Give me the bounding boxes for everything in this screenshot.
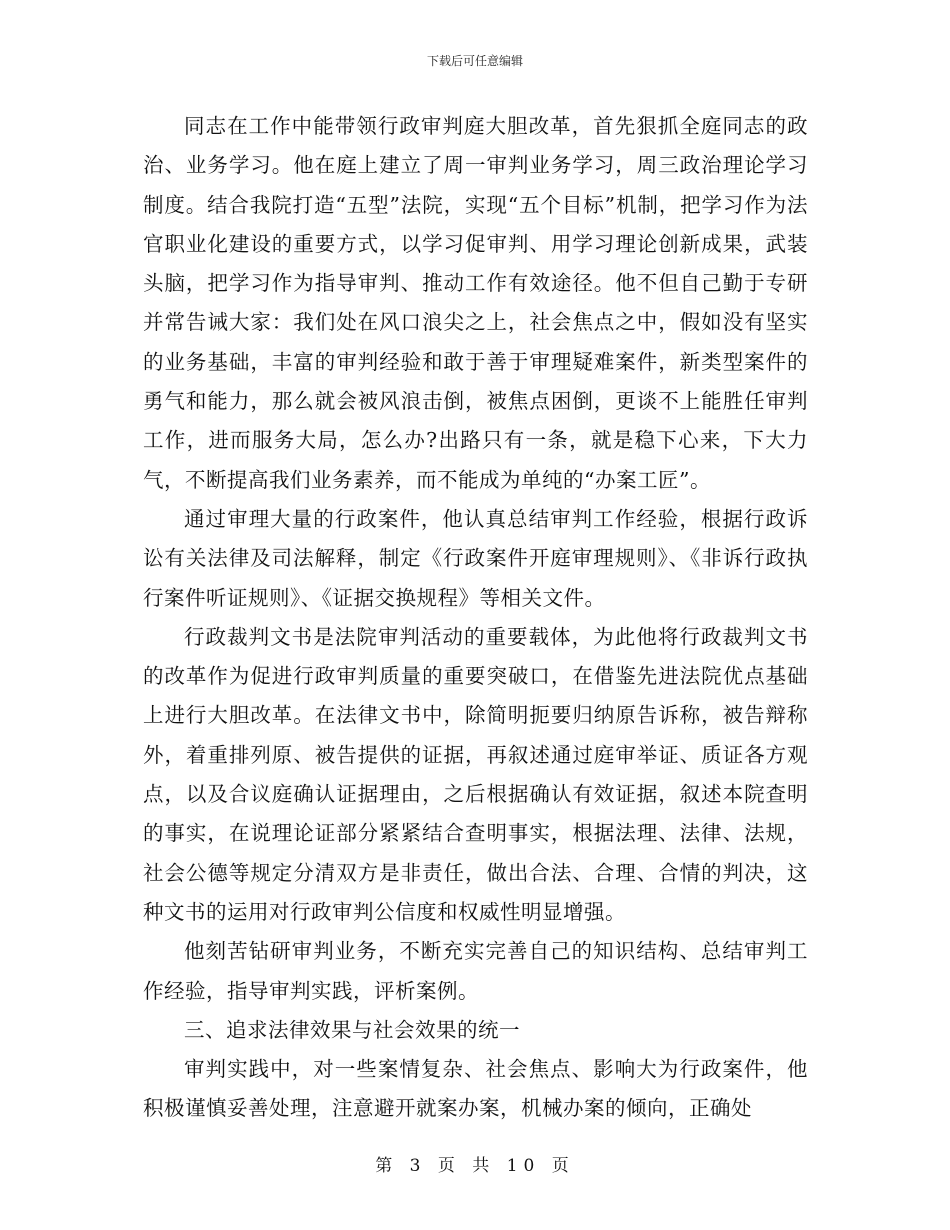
section-heading: 三、追求法律效果与社会效果的统一 [184,1017,520,1042]
document-body [143,107,808,1129]
paragraph-practice: 审判实践中，对一些案情复杂、社会焦点、影响大为行政案件，他积极谨慎妥善处理，注意避开就案办案，机械办案的倾向，正确处 [143,1057,808,1121]
page-number: 第 3 页 共 10 页 [375,1156,575,1176]
paragraph-study-business: 他刻苦钻研审判业务，不断充实完善自己的知识结构、总结审判工作经验，指导审判实践，评析案例。 [143,939,808,1003]
paragraph-rules: 通过审理大量的行政案件，他认真总结审判工作经验，根据行政诉讼有关法律及司法解释，制定《行政案件开庭审理规则》、《非诉行政执行案件听证规则》、《证据交换规程》等相关文件。 [143,506,808,610]
page-header-note: 下载后可任意编辑 [426,54,523,68]
paragraph-judgment-documents: 行政裁判文书是法院审判活动的重要载体，为此他将行政裁判文书的改革作为促进行政审判质量的重要突破口，在借鉴先进法院优点基础上进行大胆改革。在法律文书中，除简明扼要归纳原告诉称，被告辩称外，着重排列原、被告提供的证据，再叙述通过庭审举证、质证各方观点，以及合议庭确认证据理由，之后根据确认有效证据，叙述本院查明的事实，在说理论证部分紧紧结合查明事实，根据法理、法律、法规，社会公德等规定分清双方是非责任，做出合法、合理、合情的判决，这种文书的运用对行政审判公信度和权威性明显增强。 [143,624,808,924]
paragraph-study-reform: 同志在工作中能带领行政审判庭大胆改革，首先狠抓全庭同志的政治、业务学习。他在庭上建立了周一审判业务学习，周三政治理论学习制度。结合我院打造“五型”法院，实现“五个目标”机制，把学习作为法官职业化建设的重要方式，以学习促审判、用学习理论创新成果，武装头脑，把学习作为指导审判、推动工作有效途径。他不但自己勤于专研并常告诫大家：我们处在风口浪尖之上，社会焦点之中，假如没有坚实的业务基础，丰富的审判经验和敢于善于审理疑难案件，新类型案件的勇气和能力，那么就会被风浪击倒，被焦点困倒，更谈不上能胜任审判工作，进而服务大局，怎么办?出路只有一条，就是稳下心来，下大力气，不断提高我们业务素养，而不能成为单纯的“办案工匠”。 [143,114,808,492]
